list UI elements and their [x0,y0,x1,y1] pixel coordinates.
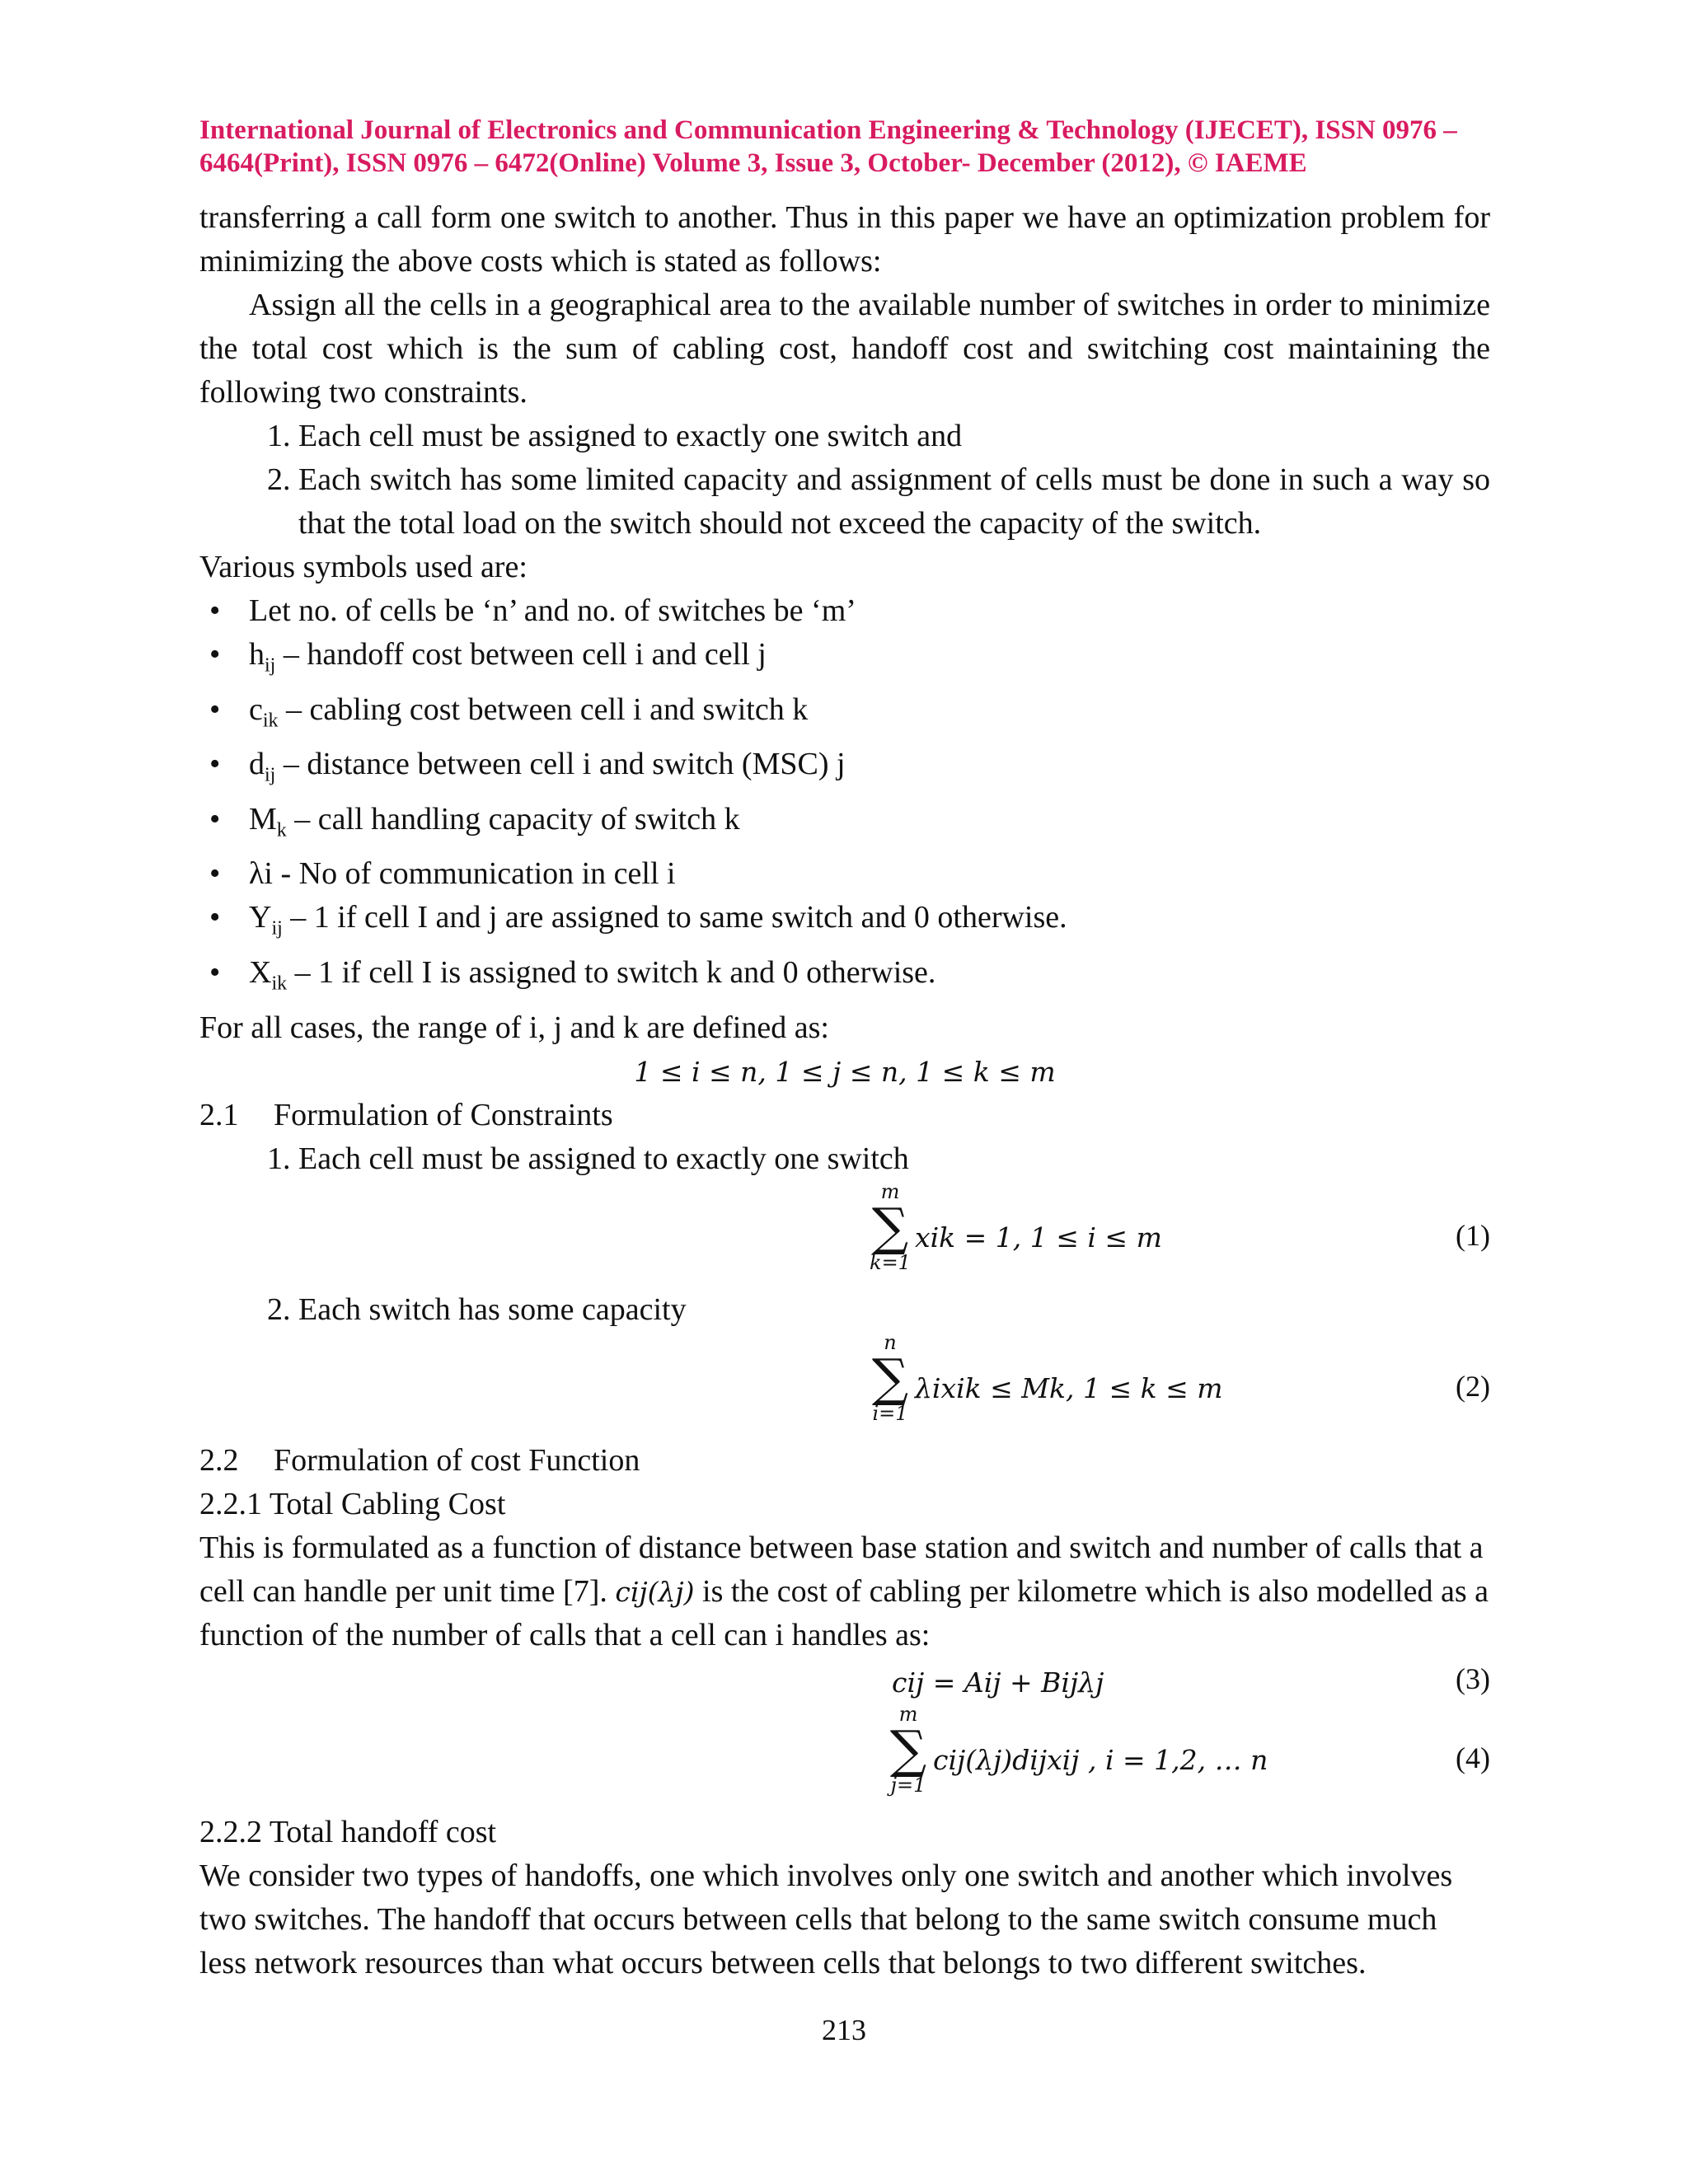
bullet-icon: • [209,747,221,782]
equation-expression: cij(λj)dijxij , i = 1,2, … n [933,1743,1268,1776]
header-line-1: International Journal of Electronics and Communication Engineering & Technology (IJECET), ISSN 0976 – [199,115,1457,145]
bullet-icon: • [209,691,221,727]
header-line-2: 6464(Print), ISSN 0976 – 6472(Online) Volume 3, Issue 3, October- December (2012), © IAEME [199,148,1307,178]
page-number: 213 [822,2013,866,2046]
symbol-item: • λi - No of communication in cell i [249,852,1490,896]
bullet-icon: • [209,900,221,935]
subsection-2-2-2-text: We consider two types of handoffs, one which involves only one switch and another which involves two switches. The handoff that occurs between cells that belong to the same switch consume much less network resources than what occurs between cells that belongs to two different switches. [199,1858,1453,1980]
formulation-item-1: 1. Each cell must be assigned to exactly one switch [298,1137,1490,1181]
summation-icon: m ∑ j=1 [889,1702,927,1797]
section-number: 2.1 [199,1097,239,1132]
section-title: Formulation of Constraints [274,1097,613,1132]
symbol-item: • $X_{ik} - 1$ if cell I is assigned to switch k and 0 otherwise. [249,951,1490,1006]
body-content [199,196,1490,1985]
subsection-2-2-1-text: This is formulated as a function of distance between base station and switch and number of calls that a cell can handle per unit time [7]. cij(λj) is the cost of cabling per kilometre which is also modelled as a function of the number of calls that a cell can i handles as: [199,1530,1489,1652]
symbol-item: • $c_{ik}$ – cabling cost between cell i and switch k [249,688,1490,743]
symbol-item: • $d_{ij}$ – distance between cell i and switch (MSC) j [249,743,1490,798]
equation-expression: cij = Aij + Bijλj [892,1666,1104,1699]
intro-paragraph-1: transferring a call form one switch to another. Thus in this paper we have an optimization problem for minimizing the above costs which is stated as follows: [199,200,1490,279]
equation-number: (2) [1456,1369,1490,1403]
symbols-list [199,589,1490,1006]
range-text: For all cases, the range of i, j and k are defined as: [199,1010,829,1045]
equation-2 [199,1332,1490,1439]
equation-1 [199,1181,1490,1288]
equation-3 [199,1657,1490,1704]
symbol-item: • $h_{ij}$ – handoff cost between cell i and cell j [249,633,1490,688]
formulation-list-2 [199,1288,1490,1332]
symbols-heading: Various symbols used are: [199,550,528,584]
constraints-list [199,415,1490,546]
bullet-icon: • [209,856,221,892]
equation-expression: λixik ≤ Mk, 1 ≤ k ≤ m [915,1371,1223,1404]
intro-paragraph-2: Assign all the cells in a geographical area to the available number of switches in order to minimize the total cost which is the sum of cabling cost, handoff cost and switching cost maintaining the following two constraints. [199,288,1490,410]
subsection-2-2-2-title: 2.2.2 Total handoff cost [199,1814,497,1849]
constraint-item-1: 1. Each cell must be assigned to exactly one switch and [298,415,1490,458]
journal-header [199,114,1502,180]
equation-expression: xik = 1, 1 ≤ i ≤ m [915,1221,1162,1254]
equation-number: (4) [1456,1741,1490,1774]
symbol-item: • $Y_{ij} - 1$ if cell I and j are assigned to same switch and 0 otherwise. [249,896,1490,951]
summation-icon: m ∑ k=1 [870,1179,911,1274]
section-2-1-heading [199,1094,1490,1137]
equation-number: (3) [1456,1661,1490,1695]
symbol-item: • $M_k$ – call handling capacity of switch k [249,798,1490,853]
section-number: 2.2 [199,1442,239,1478]
formulation-item-2: 2. Each switch has some capacity [298,1288,1490,1332]
bullet-icon: • [209,954,221,990]
summation-icon: n ∑ i=1 [871,1330,909,1425]
equation-4 [199,1704,1490,1811]
section-2-2-heading [199,1439,1490,1483]
bullet-icon: • [209,593,221,628]
equation-number: (1) [1456,1218,1490,1252]
range-equation: 1 ≤ i ≤ n, 1 ≤ j ≤ n, 1 ≤ k ≤ m [634,1055,1056,1088]
subsection-2-2-1-title: 2.2.1 Total Cabling Cost [199,1486,506,1521]
section-title: Formulation of cost Function [274,1442,640,1478]
bullet-icon: • [209,801,221,837]
bullet-icon: • [209,637,221,672]
constraint-item-2: 2. Each switch has some limited capacity and assignment of cells must be done in such a way so that the total load on the switch should not exceed the capacity of the switch. [298,458,1490,546]
formulation-list-1 [199,1137,1490,1181]
symbol-item: • Let no. of cells be ‘n’ and no. of switches be ‘m’ [249,589,1490,633]
